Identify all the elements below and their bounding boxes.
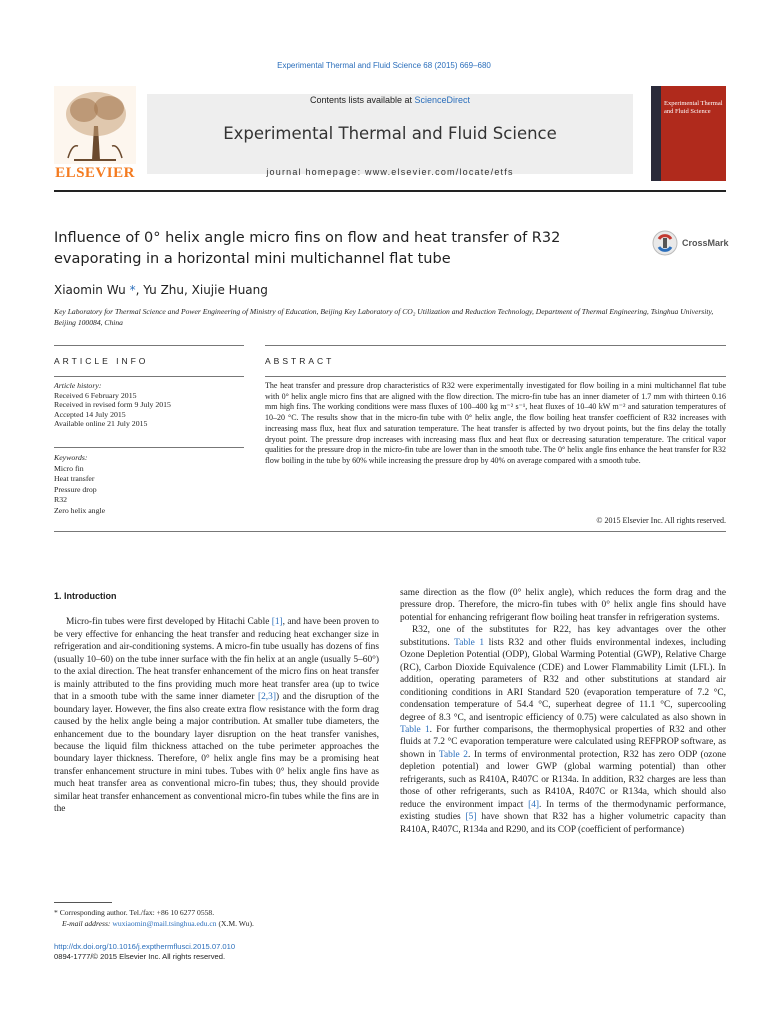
homepage-prefix: journal homepage: — [266, 167, 365, 177]
abstract-copyright: © 2015 Elsevier Inc. All rights reserved. — [596, 516, 726, 525]
text-run: Micro-fin tubes were first developed by Hitachi Cable — [66, 617, 272, 628]
author-affiliation: Key Laboratory for Thermal Science and Power Engineering of Ministry of Education, Beijing Key Laboratory of CO₂ Utilization and Reduction Technology, Department of Thermal Engineering, Tsinghua University, Beijing 100084, China — [54, 307, 714, 327]
homepage-url-link[interactable]: www.elsevier.com/locate/etfs — [365, 167, 514, 177]
contents-prefix: Contents lists available at — [309, 95, 415, 105]
text-run: , and have been proven to be very effective for enhancing the heat transfer and reducing heat exchanger size in refrigeration and air-conditioning systems. A micro-fin tube usually has dozens of fins (usually 10–60) on the tube inner surface with the fin helix at an angle (usually 5–60°) to the axial direction. The heat transfer enhancement of the micro fins on heat transfer is mainly attributed to the fins providing much more heat transfer area (up to twice that in a smooth tube with the same inner diameter — [54, 617, 379, 703]
text-run: ) and the disruption of the boundary layer. However, the fins also create extra flow resistance with the form drag caused by the helix angle being a major contribution. At smaller tube diameters, the enhancement due to the boundary layer disruption on the heat transfer vanishes, because the liquid film thickness attached on the tube perimeter approaches the boundary layer thickness. Therefore, 0° helix angle fins may be a promising heat transfer enhancement structure in mini tubes. Tubes with 0° helix angle fins have as much heat transfer area as conventional micro-fin tubes; thus, they should provide similar heat transfer enhancement as conventional micro-fin tubes while the fins are in the — [54, 692, 379, 815]
table-link[interactable]: Table 1 — [454, 637, 485, 648]
history-accepted: Accepted 14 July 2015 — [54, 409, 126, 419]
text-run: . In terms of environmental protection, R32 has zero ODP (ozone depletion potential) and lower GWP (global warming potential) than other refrigerants, such as R410A, R407C or R134a. In addition, R32 charges are less than those of other refrigerants, such as R410A, R407C or R134a, which should also reduce the environment impact — [400, 749, 726, 810]
footnote-contact: Corresponding author. Tel./fax: +86 10 6277 0558. — [57, 908, 215, 917]
corresponding-author-marker[interactable]: * — [129, 283, 136, 297]
section-heading-introduction: 1. Introduction — [54, 591, 117, 601]
intro-paragraph-1 — [54, 616, 379, 815]
corresponding-author-footnote — [54, 907, 384, 929]
footnote-star: * — [54, 908, 58, 917]
email-suffix: (X.M. Wu). — [216, 919, 254, 928]
article-info-top-rule — [54, 345, 244, 346]
contents-line — [147, 94, 633, 105]
reference-link[interactable]: [5] — [465, 812, 477, 823]
journal-citation[interactable]: Experimental Thermal and Fluid Science 68 (2015) 669–680 — [277, 61, 491, 70]
keyword-item: Zero helix angle — [54, 505, 106, 515]
table-link[interactable]: Table 1 — [400, 724, 430, 735]
article-info-rule — [54, 376, 244, 377]
footnote-rule — [54, 902, 112, 903]
table-link[interactable]: Table 2 — [438, 749, 468, 760]
history-online: Available online 21 July 2015 — [54, 419, 148, 429]
article-history — [54, 381, 244, 429]
history-label: Article history: — [54, 381, 102, 390]
abstract-rule — [265, 376, 726, 377]
text-run: . In terms of the thermodynamic performance, existing studies — [400, 799, 726, 823]
doi-block — [54, 942, 235, 962]
reference-link[interactable]: [4] — [528, 799, 540, 810]
abstract-top-rule — [265, 345, 726, 346]
keyword-item: R32 — [54, 495, 67, 505]
history-received: Received 6 February 2015 — [54, 390, 137, 400]
crossmark-label: CrossMark — [682, 238, 729, 248]
journal-homepage — [147, 167, 633, 177]
issn-copyright: 0894-1777/© 2015 Elsevier Inc. All rights reserved. — [54, 952, 226, 961]
cover-stripe — [651, 86, 661, 181]
keyword-item: Micro fin — [54, 463, 84, 473]
elsevier-tree-logo — [54, 86, 136, 182]
text-run: R32, one of the substitutes for R22, has key advantages over the other substitutions. — [400, 625, 726, 648]
author-first: Xiaomin Wu — [54, 283, 126, 297]
text-run: lists R32 and other fluids environmental indexes, including Ozone Depletion Potential (ODP), Global Warming Potential (GWP), Relative Charge (RC), Carbon Dioxide Equivalence (CDE) and Lower Flammability Limit (LFL). In addition, operating parameters of R32 and other substitutions at standard air conditioning conditions in ARI Standard 520 (evaporation temperature of 7.2 °C, condensation temperature of 54.4 °C, superheat degree of 11.1 °C, supercooling degree of 8.3 °C, and isentropic efficiency of 0.75) were calculated as also shown in — [400, 637, 726, 723]
masthead-divider — [54, 190, 726, 192]
keywords-label: Keywords: — [54, 453, 88, 462]
abstract-heading: ABSTRACT — [265, 356, 335, 366]
author-rest: , Yu Zhu, Xiujie Huang — [135, 283, 268, 297]
crossmark-badge[interactable] — [652, 230, 732, 258]
journal-cover-image[interactable] — [651, 86, 726, 181]
reference-link[interactable]: [1] — [271, 617, 283, 628]
sciencedirect-link[interactable]: ScienceDirect — [414, 95, 471, 105]
crossmark-icon — [652, 230, 678, 256]
text-run: have shown that R32 has a higher volumetric capacity than R410A, R407C, R134a and R290, and its COP (coefficient of performance) — [400, 812, 726, 835]
intro-paragraph-continued: same direction as the flow (0° helix angle), which reduces the form drag and the pressure drop. Therefore, the micro-fin tubes with 0° helix angle fins should have potential for enhancing refrigerant flow boiling heat transfer in refrigeration systems. — [400, 588, 726, 623]
abstract-bottom-rule — [54, 531, 726, 532]
text-run: . For further comparisons, the thermophysical properties of R32 and other fluids at 7.2 °C evaporation temperature were calculated using REFPROP software, as shown in — [400, 724, 726, 760]
abstract-text: The heat transfer and pressure drop characteristics of R32 were experimentally investigated for flow boiling in a mini multichannel flat tube with 0° helix angle micro fins that are aligned with the flow direction. The micro-fin tube has an inner diameter of 1.7 mm with thirteen 0.16 mm high fins. The working conditions were mass fluxes of 100–400 kg m⁻² s⁻¹, heat fluxes of 10–40 kW m⁻² and saturation temperatures of 10–20 °C. The results show that in the micro-fin tube with 0° helix angle, the flow boiling heat transfer coefficient of R32 increases with increasing mass flux, heat flux and saturation temperature. The heat transfer is affected by two dryout points, but the fins delay the totally dryout point. The pressure drop increases with increasing mass flux and heat flux or decreasing saturation temperature. The critical vapor qualities for the pressure drop in the micro-fin tube are lower than in the smooth tube. The 0° helix angle fins enhance the heat transfer for R32 flow boiling in the tube by 60% while increasing the pressure drop by 40% on average compared with a smooth tube. — [265, 381, 726, 465]
keywords — [54, 453, 244, 517]
masthead-banner — [147, 94, 633, 177]
publisher-name: ELSEVIER — [55, 165, 135, 181]
article-title: Influence of 0° helix angle micro fins on flow and heat transfer of R32 evaporating in a horizontal mini multichannel flat tube — [54, 230, 561, 267]
body-column-left — [54, 590, 379, 816]
cover-title: Experimental Thermal and Fluid Science — [664, 100, 723, 115]
journal-title: Experimental Thermal and Fluid Science — [223, 124, 557, 143]
author-email-link[interactable]: wuxiaomin@mail.tsinghua.edu.cn — [112, 919, 217, 928]
email-label: E-mail address: — [62, 919, 113, 928]
reference-link[interactable]: [2,3] — [257, 692, 276, 703]
keyword-item: Pressure drop — [54, 484, 97, 494]
body-column-right — [400, 587, 726, 836]
keyword-item: Heat transfer — [54, 474, 95, 484]
article-info-heading: ARTICLE INFO — [54, 356, 149, 366]
author-list — [54, 283, 268, 297]
keywords-rule — [54, 447, 244, 448]
history-revised: Received in revised form 9 July 2015 — [54, 400, 171, 410]
journal-masthead — [54, 86, 726, 184]
intro-paragraph-2 — [400, 624, 726, 836]
doi-link[interactable]: http://dx.doi.org/10.1016/j.expthermflusci.2015.07.010 — [54, 942, 236, 951]
